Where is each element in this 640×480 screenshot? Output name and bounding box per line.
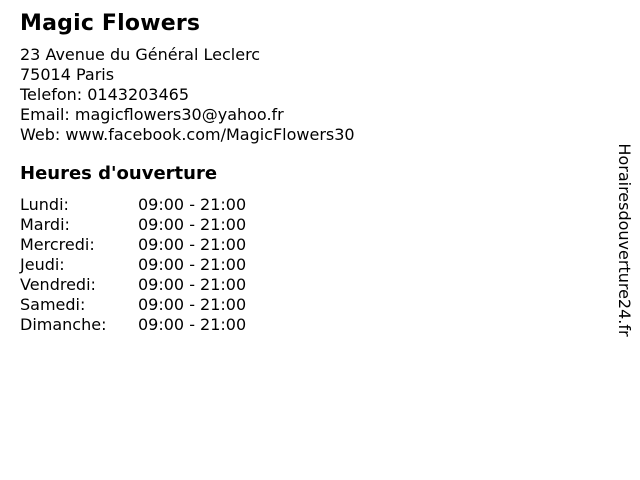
address-city: 75014 Paris xyxy=(20,65,115,84)
day-label: Vendredi: xyxy=(20,275,96,294)
day-label: Dimanche: xyxy=(20,315,107,334)
day-label: Samedi: xyxy=(20,295,86,314)
time-value: 09:00 - 21:00 xyxy=(138,195,247,214)
business-info-panel xyxy=(20,11,355,335)
opening-hours-heading: Heures d'ouverture xyxy=(20,163,218,184)
time-value: 09:00 - 21:00 xyxy=(138,315,247,334)
web-line: Web: www.facebook.com/MagicFlowers30 xyxy=(20,125,355,144)
hours-row-friday xyxy=(20,275,355,295)
phone-line: Telefon: 0143203465 xyxy=(20,85,190,104)
site-watermark: Horairesdouverture24.fr xyxy=(615,143,634,337)
time-value: 09:00 - 21:00 xyxy=(138,295,247,314)
hours-row-thursday xyxy=(20,255,355,275)
hours-row-sunday xyxy=(20,315,355,335)
email-line: Email: magicflowers30@yahoo.fr xyxy=(20,105,284,124)
day-label: Mardi: xyxy=(20,215,70,234)
day-label: Mercredi: xyxy=(20,235,95,254)
time-value: 09:00 - 21:00 xyxy=(138,215,247,234)
time-value: 09:00 - 21:00 xyxy=(138,255,247,274)
time-value: 09:00 - 21:00 xyxy=(138,235,247,254)
day-label: Jeudi: xyxy=(20,255,65,274)
day-label: Lundi: xyxy=(20,195,69,214)
contact-block xyxy=(20,45,355,145)
hours-row-saturday xyxy=(20,295,355,315)
hours-row-tuesday xyxy=(20,215,355,235)
hours-row-monday xyxy=(20,195,355,215)
address-street: 23 Avenue du Général Leclerc xyxy=(20,45,261,64)
hours-row-wednesday xyxy=(20,235,355,255)
business-name-title: Magic Flowers xyxy=(20,11,201,36)
opening-hours-table xyxy=(20,195,355,335)
time-value: 09:00 - 21:00 xyxy=(138,275,247,294)
